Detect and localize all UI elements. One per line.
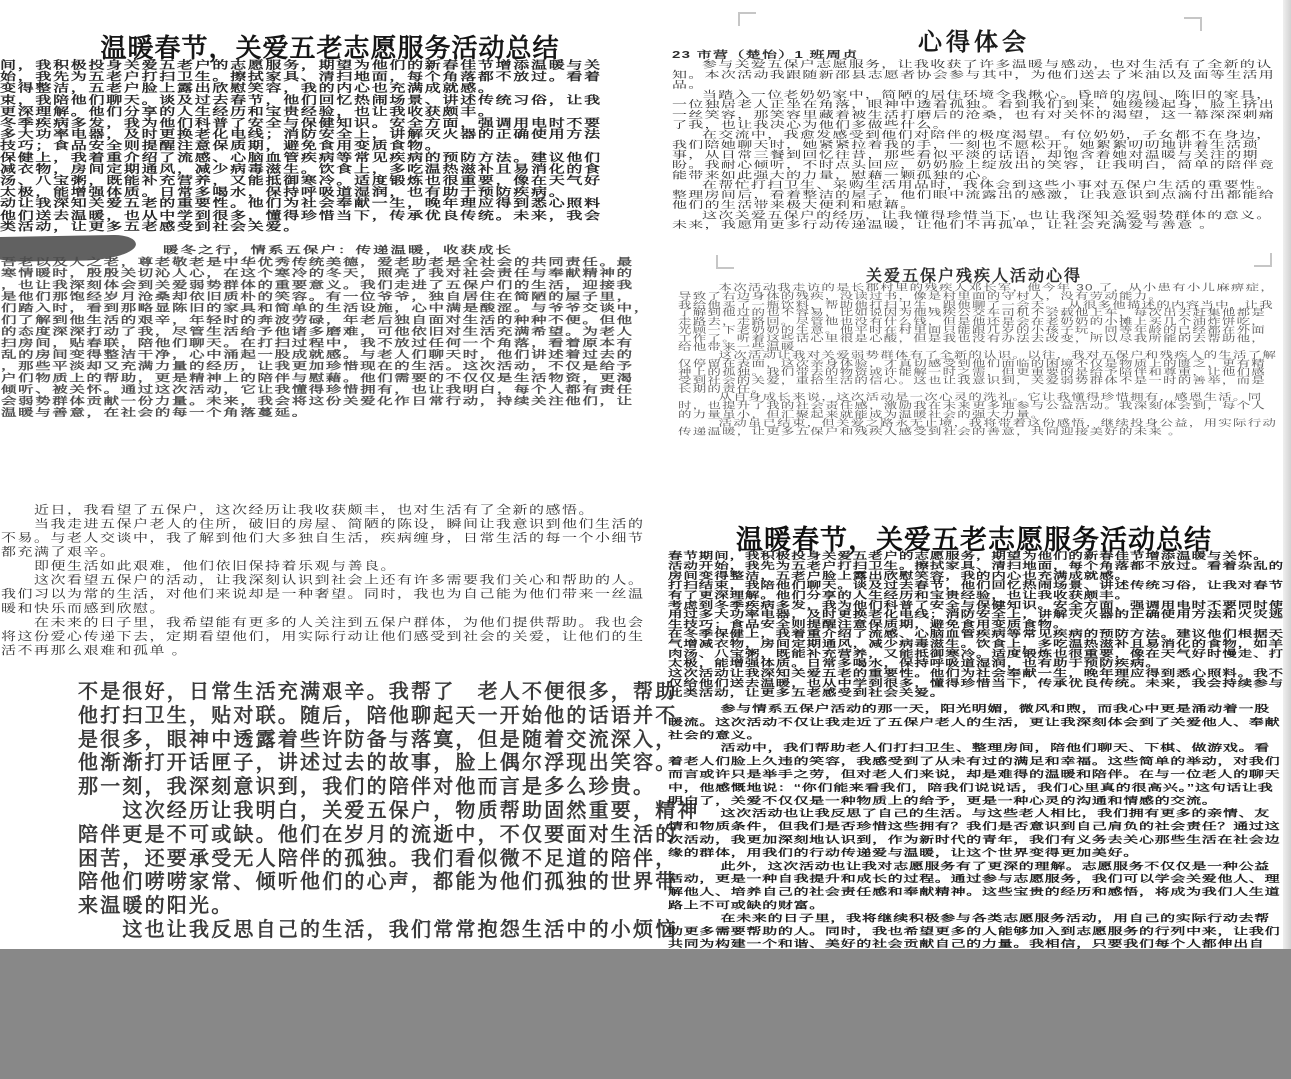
text-line: ，也让我深刻体会到关爱弱势群体的重要意义。我们走进了五保户们的生活，迎接我	[1, 279, 634, 292]
paragraph: 这次活动也让我反思了自己的生活。与这些老人相比，我们拥有更多的亲情、友情和物质条件，但我们是否珍惜这些拥有？我们是否意识到自己肩负的社会责任？通过这次活动，我更加深刻地认识到，作为新时代的青年，我们有义务去关心那些生活在社会边缘的群体，用我们的行动传递爱与温暖，让这个世界变得更加美好。	[668, 808, 1281, 859]
text-line: 陪他们唠唠家常、倾听他们的心声，都能为他们孤独的世界带	[78, 871, 678, 894]
text-line: 不是很好，日常生活充满艰辛。我帮了 老人不便很多，帮助	[78, 681, 678, 703]
text-line: 当我走进五保户老人的住所，破旧的房屋、简陋的陈设，瞬间让我意识到他们生活的	[1, 517, 645, 531]
paragraph: 活动虽已结束，但关爱之路永无止境，我将带着这份感悟，继续投身公益，用实际行动传递温暖，让更多五保户和残疾人感受到社会的善意，共同迎接美好的未来 。	[678, 417, 1278, 437]
paragraph: 从自身成长来说，这次活动是一次心灵的洗礼。它让我懂得珍惜拥有，感恩生活。同时，也提升了我的社会责任感，激励我在未来更多地参与公益活动。我深刻体会到，每个人的力量虽小，但汇聚起来就能成为温暖社会的强大力量。	[678, 392, 1266, 420]
paragraph: 此外，这次活动也让我对志愿服务有了更深的理解。志愿服务不仅仅是一种公益活动，更是一种自我提升和成长的过程。通过参与志愿服务，我们可以学会关爱他人、理解他人、培养自己的社会责任感和奉献精神。这些宝贵的经历和感悟，将成为我们人生道路上不可或缺的财富。	[668, 860, 1281, 911]
text-line: 扫房间，贴春联，陪他们聊天。在打扫过程中，我不放过任何一个角落，看着原本有	[1, 337, 634, 350]
text-line: 是很多，眼神中透露着些许防备与落寞，但是随着交流深入，	[78, 728, 678, 751]
paragraph: 当踏入一位老奶奶家中，简陋的居住环境令我揪心。昏暗的房间、陈旧的家具，一位独居老人正坐在角落，眼神中透着孤独。看到我们到来，她缓缓起身，脸上挤出一丝笑容，那笑容里藏着被生活打磨后的沧桑，也有对关怀的渴望，这一幕深深刺痛了我，也让我决心为他们多做些什么。	[672, 89, 1276, 131]
text-line: 这次经历让我明白，关爱五保户，物质帮助固然重要，精神	[78, 799, 700, 822]
text-line: 困苦，还要承受无人陪伴的孤独。我们看似微不足道的陪伴，	[78, 847, 678, 870]
text-line: 更深理解。他们分享的人生经历和宝贵经验，也让我收获颇丰。	[0, 106, 496, 118]
text-line: 保健上，我着重介绍了流感、心脑血管疾病等常见疾病的预防方法。建议他们	[0, 152, 602, 164]
summary-full-title: 温暖春节，关爱五老志愿服务活动总结	[736, 525, 1212, 555]
text-line: 都充满了艰辛。	[1, 545, 117, 559]
paragraph: 活动中，我们帮助老人们打扫卫生、整理房间，陪他们聊天、下棋、做游戏。看着老人们脸上久违的笑容，我感受到了从未有过的满足和幸福。这些简单的举动，对我们而言或许只是举手之劳，但对老人们来说，却是难得的温暖和陪伴。在与一位老人的聊天中，他感慨地说：“你们能来看我们，陪我们说说话，我们心里真的很高兴。”这句话让我明白了，关爱不仅仅是一种物质上的给予，更是一种心灵的沟通和情感的交流。	[668, 742, 1281, 807]
text-line: 来温暖的阳光。	[78, 895, 234, 918]
paragraph: 在未来的日子里，我将继续积极参与各类志愿服务活动，用自己的实际行动去帮助更多需要帮助的人。同时，我也希望更多的人能够加入到志愿服务的行列中来，让我们共同为构建一个和谐、美好的社会贡献自己的力量。我相信，只要我们每个人都伸出自	[668, 912, 1281, 951]
text-line: 近日，我看望了五保户，这次经历让我收获颇丰，也对生活有了全新的感悟。	[1, 503, 596, 517]
text-line: ，那些平淡却又充满力量的经历，让我更加珍惜现在的生活。这次活动，不仅是给予	[1, 361, 634, 373]
text-line: 变得整洁，五老户脸上露出欣慰笑容，我的内心也充满成就感。	[0, 83, 496, 95]
paragraph: 春节期间，我积极投身关爱五老户的志愿服务，期望为他们的新春佳节增添温暖与关怀。	[668, 551, 1269, 562]
disabled-essay-body	[678, 284, 1280, 514]
text-line: 他们送去温暖，也从中学到很多，懂得珍惜当下，传承优良传统。未来，我会	[0, 209, 602, 222]
text-line: 他打扫卫生，贴对联。随后，陪他聊起天一开始他的话语并不	[78, 704, 678, 727]
text-line: 乱的房间变得整洁干净，心中涌起一股成就感。与老人们聊天时，他们讲述着过去的	[1, 349, 634, 361]
left-company-essay	[78, 681, 700, 949]
left-winter-walk-title: 暖冬之行，情系五保户：传递温暖，收获成长	[162, 245, 513, 257]
left-winter-walk-essay	[1, 245, 668, 509]
text-line: 不易。与老人交谈中，我了解到他们大多独自生活，疾病缠身，日常生活的每一个小细节	[1, 531, 645, 545]
disabled-essay-title: 关爱五保户残疾人活动心得	[865, 268, 1082, 285]
left-summary-title: 温暖春节，关爱五老志愿服务活动总结	[100, 33, 560, 63]
text-line: 他渐渐打开话匣子，讲述过去的故事，脸上偶尔浮现出笑容。	[78, 752, 678, 775]
text-line: 始，我先为五老户打扫卫生。擦拭家具、清扫地面，每个角落都不放过。看着	[0, 71, 602, 83]
text-line: 寒情暖时，殷殷关切沁人心，在这个寒冷的冬天，照亮了我对社会责任与奉献精神的	[1, 268, 634, 280]
paragraph: 在冬季保健上，我着重介绍了流感、心脑血管疾病等常见疾病的预防方法。建议他们根据天气增减衣物，房间定期通风，减少病毒滋生。饮食上，多吃温热滋补且易消化的食物，如羊肉汤、八宝粥，既能补充营养，又能抵御寒冷。适度锻炼也很重要，像在天气好时慢走、打太极，能增强体质。日常多喝水，保持呼吸道湿润，也有助于预防疾病。	[668, 629, 1284, 670]
text-line: 那一刻，我深刻意识到，我们的陪伴对他而言是多么珍贵。	[78, 776, 656, 799]
text-line: 多大功率电器，及时更换老化电线；消防安全上，讲解灭火器的正确使用方法	[0, 129, 602, 141]
paragraph: 我给他买了一瓶饮料，帮助他打扫卫生，跟他聊了一会天。，从很多他描述的内容当中，让我了解到他过的也不容易，比如说因为他残疾公交车司机不会载他上车，每次出去赶集他都是走路去，走路回。尽管他也没有什么钱，但是他还是会在老奶奶的小摊上买几个油炸饼吃，光顾一下老奶奶的生意。他平时在村里面只能跟几岁的小孩子玩，同等年龄的已经都在外面工作了。听着这些话心里很是心酸，但是我也没有办法去改变，所以尽我所能的去帮助他，给他带来一些温暖	[678, 299, 1274, 352]
text-line: 是他们那饱经岁月沧桑却依旧质朴的笑容。有一位爷爷，独自居住在简陋的屋子里，	[1, 291, 634, 303]
text-line: 我们习以为常的生活，对他们来说却是一种奢望。同时，我也为自己能为他们带来一丝温	[1, 588, 645, 601]
xinde-title: 心得体会	[918, 29, 1030, 56]
text-line: 将这份爱心传递下去，定期看望他们，用实际行动让他们感受到社会的关爱，让他们的生	[1, 630, 645, 643]
text-line: 冬季疾病多发，我为他们科普了安全与保健知识。安全方面，强调用电时不要	[0, 117, 602, 130]
paragraph: 打扫结束，我陪他们聊天。谈及过去春节，他们回忆热闹场景、讲述传统习俗，让我对春节有了更深理解。他们分享的人生经历和宝贵经验，也让我收获颇丰。	[668, 580, 1284, 601]
text-line: 们踏入时，看到那略显陈旧的家具和简单的生活设施，心中满是酸涩。与爷爷交谈中，	[1, 303, 651, 315]
xinde-byline: 23 市营（楚怡）1 班周贞	[672, 49, 859, 61]
text-line: 即便生活如此艰难，他们依旧保持着乐观与善良。	[1, 559, 398, 573]
text-line: 暖和快乐而感到欣慰。	[1, 602, 167, 615]
text-line: 活不再那么艰难和孤单 。	[1, 644, 189, 657]
text-line: 们了解到他生活的艰辛，年轻时的奔波劳碌，年老后独自面对生活的种种不便。但他	[1, 314, 634, 326]
text-line: 这次看望五保户的活动，让我深刻认识到社会上还有许多需要我们关心和帮助的人。	[1, 574, 645, 587]
text-line: 汤、八宝粥，既能补充营养，又能抵御寒冷。适度锻炼也很重要，像在天气好	[0, 175, 602, 187]
text-line: 太极，能增强体质。日常多喝水，保持呼吸道湿润，也有助于预防疾病。	[0, 186, 567, 199]
text-line: 陪伴更是不可或缺。他们在岁月的流逝中，不仅要面对生活的	[78, 823, 678, 846]
text-line: 减衣物，房间定期通风，减少病毒滋生。饮食上，多吃温热滋补且易消化的食	[0, 163, 602, 176]
qingxi-essay-body	[668, 703, 1284, 1079]
text-line: 类活动，让更多五老感受到社会关爱。	[0, 221, 301, 233]
paragraph: 活动开始，我先为五老户打扫卫生。擦拭家具、清扫地面，每个角落都不放过。看着杂乱的房间变得整洁，五老户脸上露出欣慰笑容，我的内心也充满成就感。	[668, 561, 1284, 582]
text-line: 在未来的日子里，我希望能有更多的人关注到五保户群体，为他们提供帮助。我也会	[1, 616, 645, 629]
paragraph: 在帮忙打扫卫生、采购生活用品时，我体会到这些小事对五保户生活的重要性。整理房间后，看着整洁的屋子，他们眼中流露出的感激，让我意识到点滴付出都能给他们的生活带来极大便利和慰藉。	[672, 179, 1276, 211]
paragraph: 参与关爱五保户志愿服务，让我收获了许多温暖与感动，也对生活有了全新的认知。本次活动我跟随新邵县志愿者协会参与其中，为他们送去了米油以及面等生活用品。	[672, 59, 1276, 91]
paragraph: 这次关爱五保户的经历，让我懂得珍惜当下，也让我深知关爱弱势群体的意义。未来，我愿用更多行动传递温暖，让他们不再孤单，让社会充满爱与善意 。	[672, 209, 1273, 231]
paragraph: 这次活动让我对关爱弱势群体有了全新的认识。以往，我对五保户和残疾人的生活了解仅停留在表面，这次亲身体验，才真切感受到他们面临的困境不仅是物质上的匮乏，更有精神上的孤独。我们带去的物资或许能解一时之需，但更重要的是给予陪伴和尊重，让他们感受到社会的关爱，重拾生活的信心。这也让我意识到，关爱弱势群体不是一时的善举，而是长期的责任。	[678, 350, 1278, 394]
text-line: 动让我深知关爱五老的重要性。他们为社会奉献一生，晚年理应得到悉心照料	[0, 198, 602, 210]
paragraph: 这次活动让我深知关爱五老的重要性。他们为社会奉献一生，晚年理应得到悉心照料。我不仅给他们送去温暖，也从中学到很多，懂得珍惜当下，传承优良传统。未来，我会持续参与此类活动，让更多五老感受到社会关爱。	[668, 668, 1284, 699]
paragraph: 本次活动我走访的是长郡村里的残疾人邓长军，他今年 30 了，从小患有小儿麻痹症，导致了右边身体的残疾，没读过书，像是村里面的守村人，没有劳动能力。	[678, 282, 1276, 302]
text-line: 倾听、被关怀。通过这次活动，它让我懂得珍惜拥有，也让我明白，每个人都有责任	[1, 384, 634, 396]
text-line: 户们物质上的帮助，更是精神上的陪伴与慰藉。他们需要的不仅仅是生活物资，更渴	[1, 372, 634, 384]
paragraph: 在交流中，我愈发感受到他们对陪伴的极度渴望。有位奶奶，子女都不在身边，我们陪她聊天时，她紧紧拉着我的手，一刻也不愿松开。她絮絮叨叨地讲着生活琐事，从日常三餐到回忆往昔，那些看似平淡的话语，却饱含着她对温暖与关注的期盼。我耐心倾听，不时点头回应，奶奶脸上绽放出的笑容，让我明白，简单的陪伴竟能带来如此强大的力量，慰藉一颗孤独的心。	[672, 129, 1276, 181]
paragraph: 考虑到冬季疾病多发，我为他们科普了安全与保健知识。安全方面，强调用电时不要同时使用过多大功率电器，及时更换老化电线；消防安全上，讲解灭火器的正确使用方法和火灾逃生技巧；食品安全则提醒注意保质期，避免食用变质食物。	[668, 600, 1284, 631]
text-line: 束，我陪他们聊天。谈及过去春节，他们回忆热闹场景、讲述传统习俗，让我	[0, 94, 602, 106]
text-line: 会弱势群体贡献一份力量。未来，我会将这份关爱化作日常行动，持续关注他们，让	[1, 395, 634, 408]
paragraph: 参与情系五保户活动的那一天，阳光明媚，微风和煦，而我心中更是涌动着一股暖流。这次活动不仅让我走近了五保户老人的生活，更让我深刻体会到了关爱他人、奉献社会的意义。	[668, 703, 1281, 742]
text-line: 这也让我反思自己的生活，我们常常抱怨生活中的小烦恼	[78, 918, 678, 941]
text-line: 技巧；食品安全则提醒注意保质期，避免食用变质食物。	[0, 140, 443, 153]
text-line: 吾老以及人之老，尊老敬老是中华优秀传统美德，爱老助老是全社会的共同责任。最	[1, 256, 634, 268]
text-line: 的态度深深打动了我，尽管生活给予他诸多磨难，可他依旧对生活充满希望。为老人	[1, 326, 634, 338]
text-line: 温暖与善意，在社会的每一个角落蔓延。	[1, 407, 309, 419]
text-line: 间，我积极投身关爱五老户的志愿服务，期望为他们的新春佳节增添温暖与关	[0, 60, 602, 72]
